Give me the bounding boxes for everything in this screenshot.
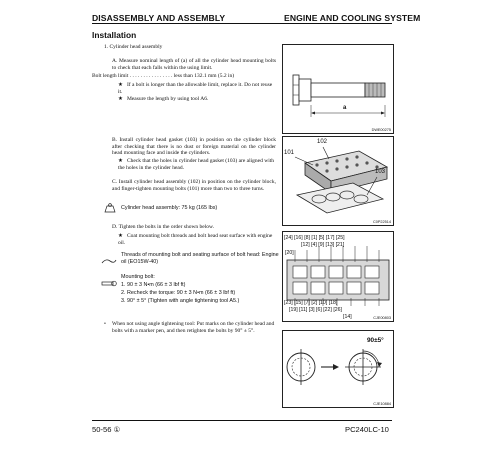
header-left-title: DISASSEMBLY AND ASSEMBLY [92, 13, 226, 23]
bolt-dimension-label: a [343, 105, 347, 111]
step-b-text: B. Install cylinder head gasket (103) in position on the cylinder block after checking that there is no dust or foreign material on the cylinder head mounting face and inside the cylinders. [112, 137, 276, 157]
star-icon: ★ [118, 96, 123, 102]
weight-icon [103, 203, 117, 213]
label-101: 101 [284, 150, 295, 156]
torque-wrench-icon [101, 278, 117, 288]
coat-icon [101, 257, 117, 265]
angle-figure [282, 330, 394, 408]
weight-text: Cylinder head assembly: 75 kg (165 lbs) [121, 205, 218, 211]
bolt-limit-value: less than 132.1 mm (5.2 in) [173, 73, 235, 79]
note-text: If a bolt is longer than the allowable limit, replace it. Do not reuse it. [118, 82, 273, 95]
model-number: PC240LC-10 [345, 425, 389, 434]
angle-label: 90±5° [367, 337, 384, 344]
bolt-limit-dots: . . . . . . . . . . . . . . . . [129, 73, 173, 79]
order-figure-code: CJE00803 [373, 316, 391, 320]
step-a-note-2 [118, 96, 276, 103]
order-left: [20] [285, 250, 294, 256]
footer-rule [92, 420, 392, 421]
note-text: Check that the holes in cylinder head gasket (103) are aligned with the holes in the cylinder head. [118, 158, 275, 171]
star-icon: ★ [118, 233, 123, 239]
bolt-figure-code: DWE00275 [371, 128, 391, 132]
order-bottom-row: [23] [15] [7] [2] [10] [18] [284, 300, 338, 306]
star-icon: ★ [118, 82, 123, 88]
bullet-icon: • [104, 321, 106, 327]
step-d-note [118, 233, 276, 246]
step-a-text: A. Measure nominal length of (a) of all the cylinder head mounting bolts to check that each falls within the using limit. [112, 58, 276, 71]
note-text: Measure the length by using tool A6. [126, 96, 209, 102]
step-a-note-1 [118, 82, 276, 95]
bolt-limit-line [92, 73, 282, 80]
mounting-bolt-step-3: 3. 90° ± 5° (Tighten with angle tightening tool A5.) [121, 298, 240, 304]
label-103: 103 [375, 169, 386, 175]
order-top-row-2: [12] [4] [9] [13] [21] [301, 242, 345, 248]
cylinder-head-figure-code: C0P22514 [373, 220, 391, 224]
step-d-text: D. Tighten the bolts in the order shown below. [112, 224, 214, 230]
bolt-figure [282, 44, 394, 134]
order-bottom-row-2: [19] [11] [3] [6] [22] [26] [289, 307, 342, 313]
tightening-order-figure [282, 231, 394, 322]
cylinder-head-figure [282, 136, 394, 226]
mounting-bolt-step-2: 2. Recheck the torque: 90 ± 3 N•m (66 ± 3 lbf ft) [121, 290, 236, 296]
step-1-heading: 1. Cylinder head assembly [104, 44, 163, 50]
mounting-bolt-title: Mounting bolt: [121, 274, 155, 280]
order-top-row: [24] [16] [8] [1] [5] [17] [25] [284, 235, 345, 241]
header-rule [92, 23, 392, 24]
header-right-title: ENGINE AND COOLING SYSTEM [284, 13, 421, 23]
step-b-note [118, 158, 276, 171]
cylinder-head-drawing [283, 137, 393, 225]
section-title: Installation [92, 30, 137, 40]
bolt-drawing [283, 45, 393, 133]
angle-note-text: When not using angle tightening tool: Put marks on the cylinder head and bolts with a marker pen, and then retighten the bolts by 90° ± 5°. [112, 321, 275, 334]
bolt-limit-label: Bolt length limit [92, 73, 129, 79]
step-c-text: C. Install cylinder head assembly (102) in position on the cylinder block, and finger-tighten mounting bolts (101) more than two to three turns. [112, 179, 276, 192]
note-text: Coat mounting bolt threads and bolt head seat surface with engine oil. [118, 233, 273, 246]
page-number: 50-56 ① [92, 425, 121, 434]
label-102: 102 [317, 139, 328, 145]
order-bottom-row-3: [14] [343, 314, 352, 320]
mounting-bolt-step-1: 1. 90 ± 3 N•m (66 ± 3 lbf ft) [121, 282, 186, 288]
star-icon: ★ [118, 158, 123, 164]
coat-text: Threads of mounting bolt and seating surface of bolt head: Engine oil (EO15W-40) [121, 252, 279, 265]
angle-figure-code: CJE10884 [373, 402, 391, 406]
